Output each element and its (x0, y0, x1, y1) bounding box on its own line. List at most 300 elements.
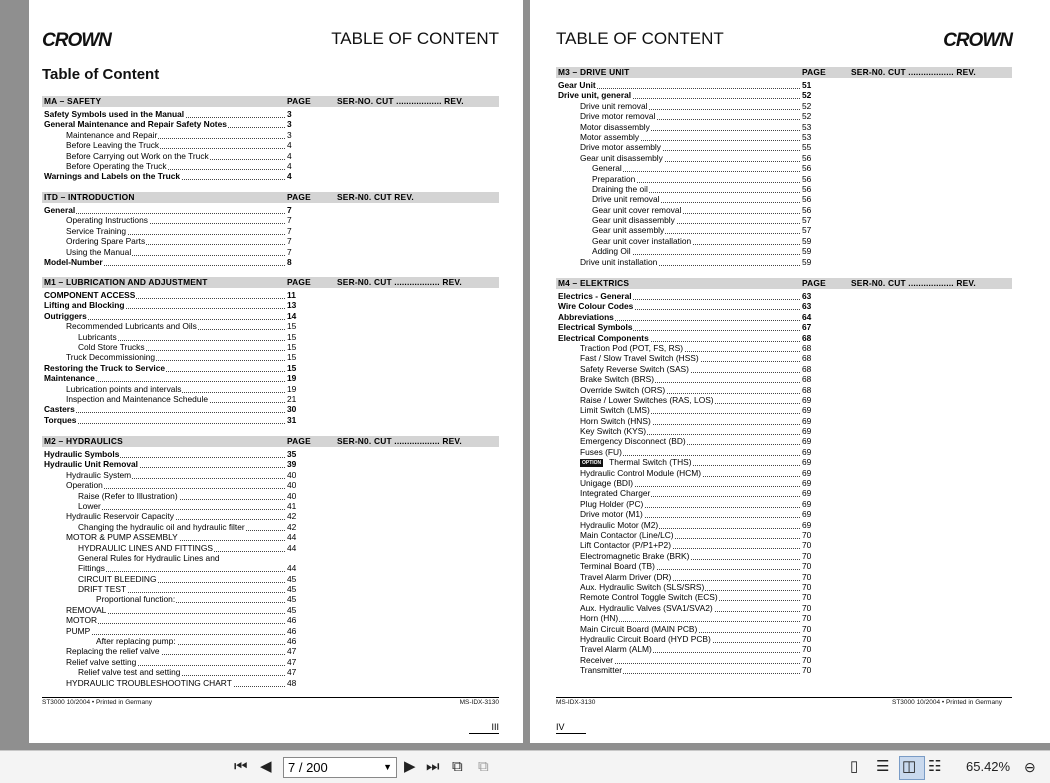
toc-entry-page: 7 (287, 225, 292, 236)
page-header-title: TABLE OF CONTENT (331, 29, 499, 48)
toc-entry-text: Brake Switch (BRS) (580, 374, 654, 385)
toc-entry[interactable] (42, 226, 499, 236)
toc-entry[interactable] (42, 130, 499, 140)
toc-entry-label (44, 171, 181, 181)
toc-entry[interactable] (556, 478, 1012, 488)
toc-entry[interactable] (42, 584, 499, 594)
toc-entry-label (592, 236, 692, 246)
toc-entry-page: 69 (802, 415, 812, 426)
section-title: M1 – LUBRICATION AND ADJUSTMENT (44, 277, 208, 287)
toc-entry-label (580, 111, 656, 121)
toc-entry-text: Aux. Hydraulic Switch (SLS/SRS) (580, 581, 705, 592)
toc-entry-page: 45 (287, 573, 297, 584)
toc-entry-page: 70 (802, 613, 812, 624)
toc-entry[interactable] (556, 499, 1012, 509)
toc-entry-label (66, 626, 91, 636)
toc-entry-text: Drive unit installation (580, 256, 658, 267)
zoom-out-icon[interactable]: ⊖ (1024, 759, 1036, 775)
toc-entry[interactable] (42, 511, 499, 521)
toc-entry-text: Main Circuit Board (MAIN PCB) (580, 623, 698, 634)
page-header-title: TABLE OF CONTENT (556, 29, 724, 48)
toc-entry-text: Preparation (592, 173, 636, 184)
toc-entry[interactable] (556, 215, 1012, 225)
toc-entry-page: 68 (802, 332, 812, 343)
toc-entry-text: Raise / Lower Switches (RAS, LOS) (580, 394, 714, 405)
toc-entry-page: 70 (802, 529, 812, 540)
toc-entry-label (580, 520, 659, 530)
single-page-icon[interactable]: ▯ (850, 758, 859, 775)
toc-entry-page: 70 (802, 561, 812, 572)
toc-entry[interactable] (556, 122, 1012, 132)
toc-entry-label (44, 363, 166, 373)
toc-entry-text: General Maintenance and Repair Safety Notes (44, 119, 227, 130)
toc-entry-text: Lubrication points and intervals (66, 383, 182, 394)
toc-entry-page: 46 (287, 636, 297, 647)
toc-entry-label (580, 468, 702, 478)
toc-entry-text: Operation (66, 480, 103, 491)
two-page-icon[interactable]: ◫ (902, 758, 917, 775)
section-header (556, 278, 1012, 289)
toc-entry[interactable] (556, 132, 1012, 142)
toc-entry-page: 52 (802, 100, 812, 111)
toc-entry-label (66, 226, 127, 236)
footer-right: ST3000 10/2004 • Printed in Germany (892, 699, 1002, 706)
toc-entry-page: 46 (287, 615, 297, 626)
section-header (42, 277, 499, 288)
toc-entry-page: 13 (287, 300, 297, 311)
toc-entry-label (66, 605, 107, 615)
toc-entry[interactable] (556, 312, 1012, 322)
toc-entry[interactable] (556, 80, 1012, 90)
toc-entry-label (580, 436, 687, 446)
toc-entry-label (580, 572, 672, 582)
toc-entry-text: Replacing the relief valve (66, 646, 160, 657)
toc-entry[interactable] (42, 321, 499, 331)
section-title: M2 – HYDRAULICS (44, 436, 123, 446)
toc-entry[interactable] (556, 655, 1012, 665)
toc-entry[interactable] (556, 163, 1012, 173)
toc-entry-label (580, 509, 644, 519)
toc-entry-page: 56 (802, 152, 812, 163)
toc-entry-label (66, 384, 182, 394)
toc-entry[interactable] (556, 634, 1012, 644)
toc-entry-label (580, 405, 651, 415)
toc-entry-page: 35 (287, 449, 297, 459)
toc-entry-label (580, 644, 653, 654)
toc-entry[interactable] (556, 111, 1012, 121)
fit-page-icon[interactable]: ⧉ (452, 758, 463, 775)
toc-entry-label (580, 416, 652, 426)
toc-entry-label (44, 373, 96, 383)
toc-entry-text: Using the Manual (66, 246, 132, 257)
toc-entry[interactable] (42, 594, 499, 604)
toc-entry-text: Electromagnetic Brake (BRK) (580, 550, 690, 561)
toc-entry[interactable] (556, 194, 1012, 204)
toc-section (556, 67, 1012, 267)
next-page-icon[interactable]: ▶ (404, 758, 416, 775)
toc-entry-text: Horn (HN) (580, 613, 619, 624)
toc-entry-text: MOTOR & PUMP ASSEMBLY (66, 532, 178, 543)
toc-entry-text: Integrated Charger (580, 488, 651, 499)
toc-entry-text: Operating Instructions (66, 215, 148, 226)
toc-entry[interactable] (42, 459, 499, 469)
toc-entry-label (78, 563, 106, 573)
toc-entry-label (580, 499, 644, 509)
toc-entry-page: 7 (287, 215, 292, 226)
toc-entry-text: Before Leaving the Truck (66, 140, 160, 151)
toc-entry-page: 45 (287, 604, 297, 615)
toc-entry-text: Remote Control Toggle Switch (ECS) (580, 592, 718, 603)
toc-entry-page: 15 (287, 331, 297, 342)
toc-entry-page: 70 (802, 581, 812, 592)
toc-entry-label (580, 343, 684, 353)
toc-entry[interactable] (42, 119, 499, 129)
toc-entry-page: 57 (802, 215, 812, 226)
toc-entry[interactable] (42, 574, 499, 584)
left-page (29, 0, 523, 743)
dot-leader (44, 415, 285, 424)
toc-entry-page: 40 (287, 490, 297, 501)
toc-entry-text: Gear Unit (558, 80, 596, 90)
toc-entry[interactable] (556, 509, 1012, 519)
toc-entry[interactable] (42, 151, 499, 161)
toc-entry[interactable] (556, 174, 1012, 184)
toc-entry-page: 59 (802, 256, 812, 267)
toc-entry[interactable] (42, 384, 499, 394)
toc-entry[interactable] (556, 436, 1012, 446)
toc-entry[interactable] (42, 667, 499, 677)
toc-entry-label (44, 290, 136, 300)
last-page-icon[interactable]: ⏭ (426, 758, 440, 775)
toc-entry-page: 30 (287, 404, 297, 415)
toc-entry-text: Horn Switch (HNS) (580, 415, 651, 426)
toc-entry[interactable] (556, 457, 1012, 467)
toc-entry-page: 19 (287, 383, 297, 394)
toc-entry[interactable] (42, 615, 499, 625)
toc-entry[interactable] (556, 333, 1012, 343)
toc-entry[interactable] (42, 300, 499, 310)
toc-entry[interactable] (42, 140, 499, 150)
toc-entry-label (66, 321, 198, 331)
toc-entry[interactable] (42, 563, 499, 573)
toc-entry-label (580, 582, 705, 592)
toc-entry-text: After replacing pump: (96, 636, 176, 647)
toc-entry-text: Gear unit cover removal (592, 204, 682, 215)
toc-entry[interactable] (42, 205, 499, 215)
toc-entry-text: Recommended Lubricants and Oils (66, 321, 197, 332)
toc-entry[interactable] (556, 447, 1012, 457)
toc-entry-text: Lifting and Blocking (44, 300, 125, 311)
toc-entry[interactable] (42, 532, 499, 542)
toc-entry[interactable] (42, 257, 499, 267)
toc-entry-label (96, 594, 176, 604)
toc-entry-page: 52 (802, 111, 812, 122)
toc-entry[interactable] (556, 142, 1012, 152)
toc-entry-text: Inspection and Maintenance Schedule (66, 393, 209, 404)
toc-entry-label (580, 665, 623, 675)
page-number: III (469, 722, 499, 734)
toc-entry[interactable] (42, 215, 499, 225)
toc-entry[interactable] (556, 257, 1012, 267)
toc-entry-text: Fittings (78, 563, 105, 574)
toc-entry[interactable] (42, 363, 499, 373)
toc-entry-text: Hydraulic Symbols (44, 449, 120, 459)
toc-entry-label (580, 655, 614, 665)
toc-entry-label (66, 130, 158, 140)
toc-entry[interactable] (42, 290, 499, 300)
toc-entry-text: Key Switch (KYS) (580, 426, 647, 437)
toc-entry-page: 11 (287, 290, 296, 300)
toc-entry[interactable] (42, 352, 499, 362)
toc-entry[interactable] (556, 416, 1012, 426)
toc-entry-label (66, 151, 210, 161)
toc-entry-text: Maintenance and Repair (66, 129, 158, 140)
continuous-icon[interactable]: ☰ (876, 758, 890, 775)
toc-entry-text: Transmitter (580, 665, 623, 676)
toc-entry-text: Travel Alarm (ALM) (580, 644, 652, 655)
toc-entry-label (44, 205, 76, 215)
toc-entry[interactable] (556, 405, 1012, 415)
toc-entry[interactable] (42, 373, 499, 383)
toc-entry[interactable] (42, 626, 499, 636)
toc-entry[interactable] (42, 171, 499, 181)
toc-entry[interactable] (42, 247, 499, 257)
toc-entry-text: Abbreviations (558, 311, 614, 322)
toc-entry-page: 52 (802, 90, 812, 101)
toc-section (42, 96, 499, 182)
toc-entry-page: 70 (802, 550, 812, 561)
footer-divider (42, 697, 499, 698)
fit-width-icon[interactable]: ⧉ (478, 758, 489, 775)
toc-entry[interactable] (42, 522, 499, 532)
toc-entry-text: Safety Reverse Switch (SAS) (580, 363, 689, 374)
toc-entry-label (592, 205, 682, 215)
page-column-header: PAGE (287, 436, 311, 446)
page-number: IV (556, 722, 586, 734)
toc-entry-text: Changing the hydraulic oil and hydraulic filter (78, 521, 245, 532)
toc-entry-page: 48 (287, 677, 297, 688)
toc-entry-page: 56 (802, 163, 812, 174)
toc-entry[interactable] (556, 644, 1012, 654)
toc-entry-label (580, 101, 649, 111)
chevron-down-icon[interactable]: ▼ (383, 762, 392, 772)
toc-entry[interactable] (556, 468, 1012, 478)
toc-entry-text: Emergency Disconnect (BD) (580, 436, 686, 447)
page-column-header: PAGE (802, 67, 826, 77)
toc-entry-text: Gear unit disassembly (592, 215, 675, 226)
toc-entry-page: 44 (287, 532, 297, 543)
right-page (530, 0, 1050, 743)
toc-entry[interactable] (42, 636, 499, 646)
toc-entry-label (66, 657, 137, 667)
footer-left: ST3000 10/2004 • Printed in Germany (42, 699, 152, 706)
dot-leader (44, 205, 285, 214)
toc-entry[interactable] (42, 553, 499, 563)
toc-entry[interactable] (556, 540, 1012, 550)
section-header (556, 67, 1012, 78)
toc-entry-page: 64 (802, 311, 812, 322)
toc-entry-page: 70 (802, 571, 812, 582)
toc-entry[interactable] (42, 657, 499, 667)
toc-entry-text: General (44, 205, 76, 215)
toc-entry[interactable] (556, 90, 1012, 100)
toc-entry-label (558, 333, 650, 343)
toc-entry[interactable] (556, 291, 1012, 301)
toc-entry-text: Terminal Board (TB) (580, 561, 655, 572)
page-number-field[interactable] (283, 757, 397, 778)
toc-entry-text: Electrical Symbols (558, 322, 633, 333)
toc-entry[interactable] (42, 342, 499, 352)
toc-entry-text: COMPONENT ACCESS (44, 290, 136, 300)
toc-entry[interactable] (556, 353, 1012, 363)
toc-entry-page: 69 (802, 394, 812, 405)
toc-entry[interactable] (42, 678, 499, 688)
toc-entry-page: 46 (287, 625, 297, 636)
toc-entry-label (558, 80, 597, 90)
toc-entry-page: 68 (802, 342, 812, 353)
toc-entry-text: Service Training (66, 225, 127, 236)
toc-entry-text: Warnings and Labels on the Truck (44, 171, 181, 182)
toc-entry[interactable] (556, 343, 1012, 353)
ser-no-column-header: SER-N0. CUT .................. REV. (851, 278, 976, 288)
toc-entry-label (558, 312, 615, 322)
toc-entry-page: 21 (287, 393, 297, 404)
toc-entry[interactable] (42, 470, 499, 480)
toc-entry[interactable] (556, 665, 1012, 675)
toc-entry-label (580, 603, 714, 613)
toc-entry[interactable] (556, 374, 1012, 384)
toc-entry[interactable] (42, 311, 499, 321)
toc-entry[interactable] (556, 225, 1012, 235)
toc-entry-page: 40 (287, 469, 297, 480)
toc-entry[interactable] (556, 205, 1012, 215)
toc-entry[interactable] (42, 605, 499, 615)
toc-entry-text: Model-Number (44, 256, 103, 267)
toc-entry[interactable] (556, 624, 1012, 634)
toc-entry-text: Hydraulic System (66, 469, 132, 480)
toc-entry-text: Drive unit removal (592, 194, 660, 205)
toc-section (556, 278, 1012, 675)
toc-entry-page: 68 (802, 384, 812, 395)
prev-page-icon[interactable]: ◀ (260, 758, 272, 775)
toc-entry-text: Before Carrying out Work on the Truck (66, 150, 209, 161)
toc-entry-label (44, 119, 228, 129)
toc-entry[interactable] (42, 415, 499, 425)
toc-entry[interactable] (42, 491, 499, 501)
toc-entry-label (66, 352, 156, 362)
toc-entry[interactable] (556, 385, 1012, 395)
toc-entry[interactable] (42, 480, 499, 490)
toc-entry-page: 47 (287, 667, 297, 678)
viewer-toolbar (0, 750, 1050, 783)
toc-entry[interactable] (556, 246, 1012, 256)
toc-entry-text: Motor assembly (580, 131, 640, 142)
toc-entry-page: 70 (802, 633, 812, 644)
toc-entry[interactable] (556, 530, 1012, 540)
toc-entry[interactable] (42, 543, 499, 553)
toc-entry-page: 68 (802, 363, 812, 374)
toc-entry[interactable] (556, 488, 1012, 498)
toc-entry-page: 4 (287, 140, 292, 151)
toc-entry[interactable] (42, 332, 499, 342)
toc-entry[interactable] (556, 184, 1012, 194)
toc-entry[interactable] (556, 572, 1012, 582)
toc-entry[interactable] (556, 613, 1012, 623)
toc-entry[interactable] (556, 520, 1012, 530)
toc-entry-page: 69 (802, 488, 812, 499)
toc-entry-label (580, 478, 634, 488)
toc-entry[interactable] (556, 551, 1012, 561)
toc-entry-label (66, 511, 175, 521)
toc-entry-label (592, 163, 623, 173)
toc-entry-text: Gear unit cover installation (592, 235, 692, 246)
toc-entry[interactable] (42, 646, 499, 656)
toc-entry[interactable] (42, 404, 499, 414)
toc-entry[interactable] (42, 109, 499, 119)
toc-entry[interactable] (556, 582, 1012, 592)
toc-entry-label (592, 246, 632, 256)
toc-entry[interactable] (556, 592, 1012, 602)
toc-entry-text: Cold Store Trucks (78, 341, 145, 352)
toc-entry-label (66, 215, 149, 225)
toc-entry[interactable] (556, 426, 1012, 436)
toc-entry-text: Lubricants (78, 331, 117, 342)
toc-section (42, 277, 499, 425)
toc-entry-page: 19 (287, 373, 297, 384)
toc-entry-page: 68 (802, 374, 812, 385)
toc-entry[interactable] (556, 153, 1012, 163)
toc-entry-text: Maintenance (44, 373, 95, 384)
toc-entry-page: 53 (802, 121, 812, 132)
two-page-continuous-icon[interactable]: ☷ (928, 758, 942, 775)
toc-entry[interactable] (556, 395, 1012, 405)
toc-entry[interactable] (556, 603, 1012, 613)
toc-entry[interactable] (42, 394, 499, 404)
ser-no-column-header: SER-N0. CUT .................. REV. (337, 436, 462, 446)
toc-entry[interactable] (556, 301, 1012, 311)
section-title: M3 – DRIVE UNIT (558, 67, 630, 77)
toc-entry-label (580, 457, 693, 467)
toc-entry[interactable] (42, 449, 499, 459)
toc-entry[interactable] (42, 501, 499, 511)
toc-entry-text: HYDRAULIC LINES AND FITTINGS (78, 542, 213, 553)
toc-entry[interactable] (556, 364, 1012, 374)
toc-entry-text: Raise (Refer to Illustration) (78, 490, 178, 501)
toc-entry[interactable] (42, 236, 499, 246)
toc-entry[interactable] (556, 101, 1012, 111)
toc-entry-label (592, 194, 661, 204)
toc-entry-page: 4 (287, 171, 292, 182)
toc-entry-page: 42 (287, 521, 297, 532)
first-page-icon[interactable]: ⏮ (234, 758, 248, 775)
toc-entry-text: Main Contactor (Line/LC) (580, 529, 674, 540)
footer-left: MS-IDX-3130 (556, 699, 596, 706)
toc-entry-label (580, 592, 719, 602)
toc-entry-page: 44 (287, 542, 297, 553)
toc-entry[interactable] (42, 161, 499, 171)
toc-entry-text: Fuses (FU) (580, 446, 622, 457)
toc-entry[interactable] (556, 561, 1012, 571)
toc-entry-text: General Rules for Hydraulic Lines and (78, 552, 220, 563)
toc-entry-page: 69 (802, 498, 812, 509)
toc-entry-label (558, 291, 633, 301)
toc-entry-page: 41 (287, 500, 297, 511)
toc-entry-text: Ordering Spare Parts (66, 236, 146, 247)
toc-entry[interactable] (556, 322, 1012, 332)
toc-entry-label (580, 613, 619, 623)
toc-entry-label (44, 311, 88, 321)
toc-entry[interactable] (556, 236, 1012, 246)
